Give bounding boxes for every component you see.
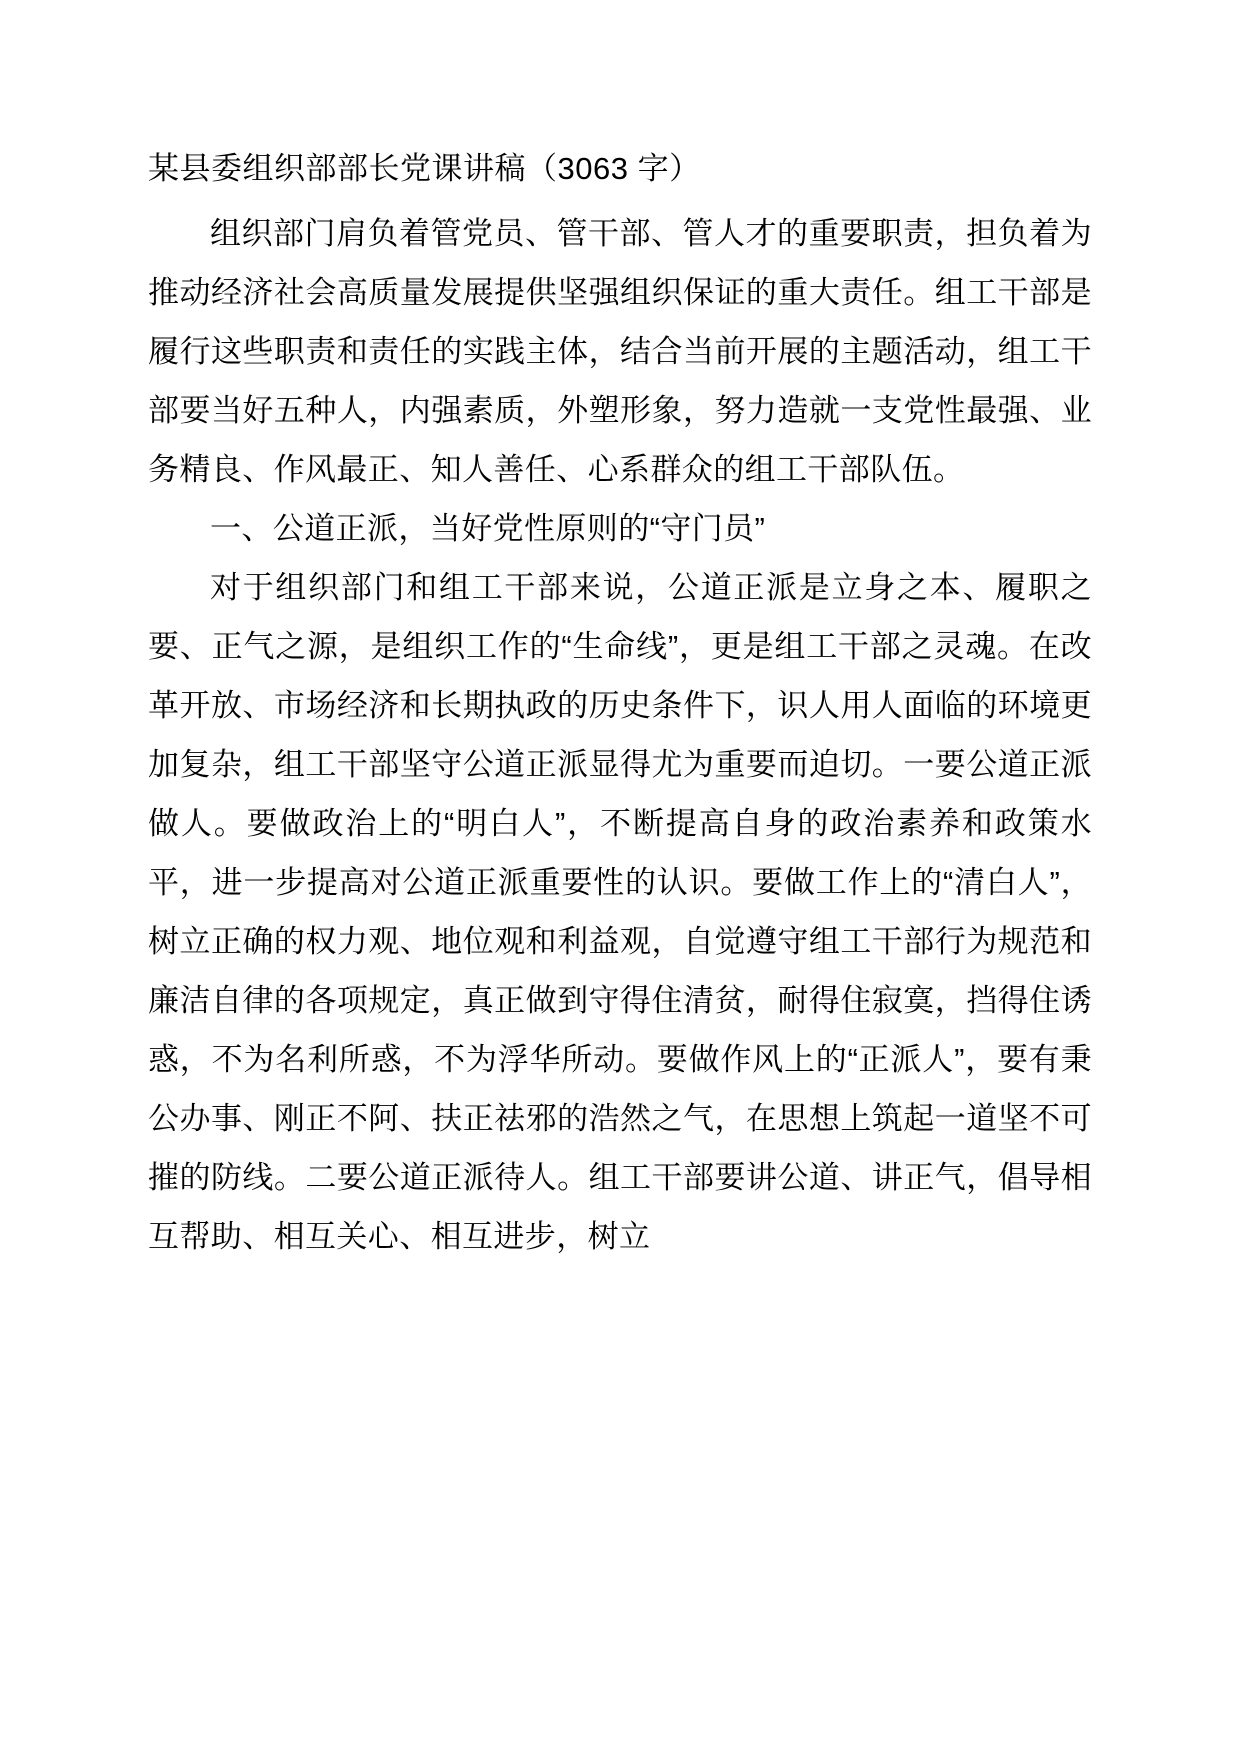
page-title: 某县委组织部部长党课讲稿（3063 字） xyxy=(148,151,701,186)
body-paragraph-2: 对于组织部门和组工干部来说，公道正派是立身之本、履职之要、正气之源，是组织工作的“生命线”，更是组工干部之灵魂。在改革开放、市场经济和长期执政的历史条件下，识人用人面临的环境更加复杂，组工干部坚守公道正派显得尤为重要而迫切。一要公道正派做人。要做政治上的“明白人”，不断提高自身的政治素养和政策水平，进一步提高对公道正派重要性的认识。要做工作上的“清白人”，树立正确的权力观、地位观和利益观，自觉遵守组工干部行为规范和廉洁自律的各项规定，真正做到守得住清贫，耐得住寂寞，挡得住诱惑，不为名利所惑，不为浮华所动。要做作风上的“正派人”，要有秉公办事、刚正不阿、扶正祛邪的浩然之气，在思想上筑起一道坚不可摧的防线。二要公道正派待人。组工干部要讲公道、讲正气，倡导相互帮助、相互关心、相互进步，树立 xyxy=(148,569,1092,1254)
body-paragraph-1: 组织部门肩负着管党员、管干部、管人才的重要职责，担负着为推动经济社会高质量发展提供坚强组织保证的重大责任。组工干部是履行这些职责和责任的实践主体，结合当前开展的主题活动，组工干部要当好五种人，内强素质，外塑形象，努力造就一支党性最强、业务精良、作风最正、知人善任、心系群众的组工干部队伍。 xyxy=(148,215,1092,487)
section-heading-1: 一、公道正派，当好党性原则的“守门员” xyxy=(210,510,766,546)
